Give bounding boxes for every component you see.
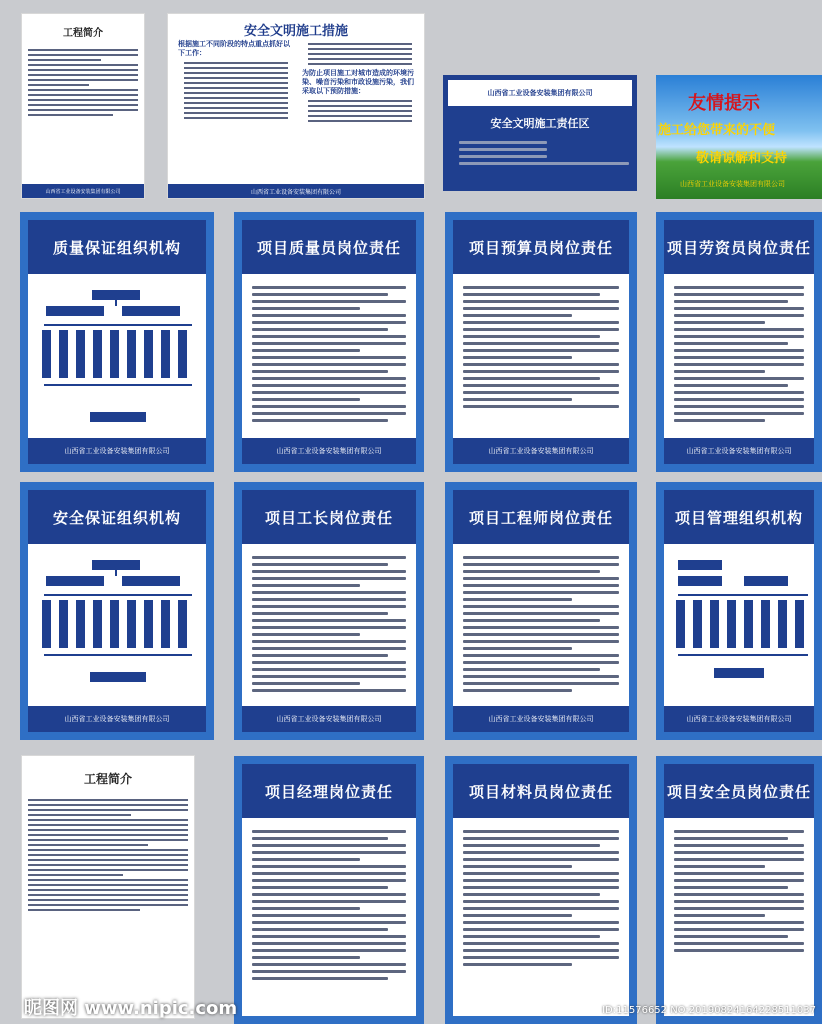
friendly-notice-banner xyxy=(656,75,822,199)
board-footer: 山西省工业设备安装集团有限公司 xyxy=(28,706,206,732)
watermark-bar xyxy=(0,994,822,1024)
board-safety-officer xyxy=(656,756,822,1024)
watermark-logo: 昵图网 www.nipic.com xyxy=(24,998,238,1019)
sign-title: 安全文明施工责任区 xyxy=(490,117,590,130)
safety-measures-card xyxy=(168,14,424,198)
board-title: 项目质量员岗位责任 xyxy=(242,220,416,274)
board-footer: 山西省工业设备安装集团有限公司 xyxy=(242,706,416,732)
org-chart xyxy=(38,556,196,696)
safety-measures-title: 安全文明施工措施 xyxy=(243,24,348,39)
board-footer: 山西省工业设备安装集团有限公司 xyxy=(453,438,629,464)
tip-line-1: 施工给您带来的不便 xyxy=(658,123,776,138)
tip-title: 友情提示 xyxy=(688,93,760,114)
org-chart xyxy=(38,286,196,428)
board-footer: 山西省工业设备安装集团有限公司 xyxy=(453,706,629,732)
board-title: 项目工长岗位责任 xyxy=(242,490,416,544)
sign-company: 山西省工业设备安装集团有限公司 xyxy=(448,80,632,106)
board-labor-officer xyxy=(656,212,822,472)
tip-company: 山西省工业设备安装集团有限公司 xyxy=(680,180,785,188)
board-engineer xyxy=(445,482,637,740)
board-title: 安全保证组织机构 xyxy=(28,490,206,544)
board-title: 项目劳资员岗位责任 xyxy=(664,220,814,274)
intro-card-bottom xyxy=(22,756,194,1018)
board-title: 项目安全员岗位责任 xyxy=(664,764,814,818)
board-footer: 山西省工业设备安装集团有限公司 xyxy=(28,438,206,464)
board-foreman xyxy=(234,482,424,740)
board-budget-officer xyxy=(445,212,637,472)
intro-card-top xyxy=(22,14,144,198)
responsibility-zone-sign xyxy=(443,75,637,191)
safety-subtitle-1: 根据施工不同阶段的特点重点抓好以下工作： xyxy=(178,40,290,57)
board-title: 项目材料员岗位责任 xyxy=(453,764,629,818)
board-title: 项目预算员岗位责任 xyxy=(453,220,629,274)
intro-title: 工程简介 xyxy=(83,772,132,786)
board-footer: 山西省工业设备安装集团有限公司 xyxy=(242,438,416,464)
company-footer: 山西省工业设备安装集团有限公司 xyxy=(168,184,424,198)
board-safety-org xyxy=(20,482,214,740)
board-title: 项目管理组织机构 xyxy=(664,490,814,544)
watermark-id: ID:11576652 NO:20190824164228511037 xyxy=(602,1005,816,1016)
intro-title: 工程简介 xyxy=(63,28,103,39)
company-footer: 山西省工业设备安装集团有限公司 xyxy=(22,184,144,198)
board-quality-inspector xyxy=(234,212,424,472)
board-management-org xyxy=(656,482,822,740)
tip-line-2: 敬请谅解和支持 xyxy=(696,151,788,166)
board-footer: 山西省工业设备安装集团有限公司 xyxy=(664,438,814,464)
org-chart xyxy=(674,556,812,696)
board-materials-officer xyxy=(445,756,637,1024)
board-quality-org xyxy=(20,212,214,472)
board-title: 项目经理岗位责任 xyxy=(242,764,416,818)
board-title: 项目工程师岗位责任 xyxy=(453,490,629,544)
board-title: 质量保证组织机构 xyxy=(28,220,206,274)
board-project-manager xyxy=(234,756,424,1024)
safety-subtitle-2: 为防止项目施工对城市造成的环境污染、噪音污染和市政设施污染，我们采取以下预防措施： xyxy=(302,69,414,95)
board-footer: 山西省工业设备安装集团有限公司 xyxy=(664,706,814,732)
